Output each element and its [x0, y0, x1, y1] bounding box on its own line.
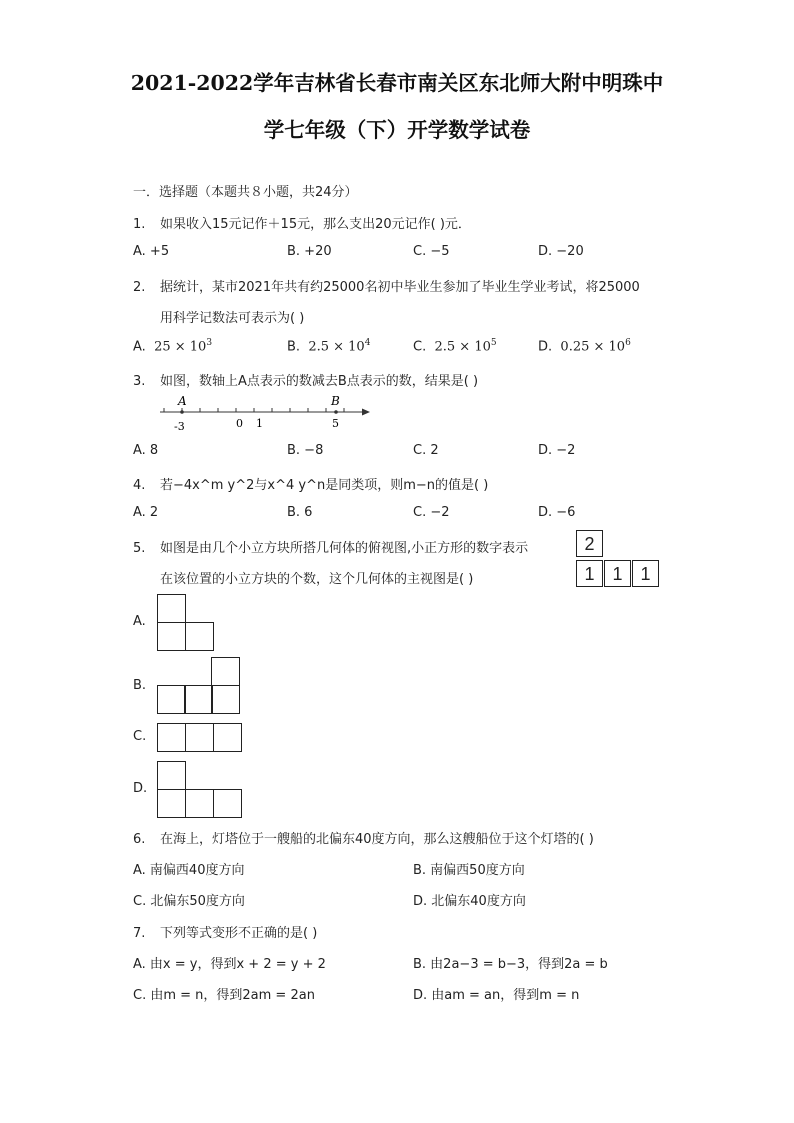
option-base: 25 × 10 — [154, 339, 207, 355]
number-line-ticks — [164, 408, 344, 412]
option-exponent: 4 — [364, 338, 371, 348]
cube-square — [184, 685, 213, 714]
q6-option-c[interactable]: C. 北偏东50度方向 — [133, 894, 245, 909]
cube-square — [157, 685, 186, 714]
question-2 — [133, 276, 640, 295]
question-text: 如果收入15元记作＋15元，那么支出20元记作( )元． — [160, 217, 471, 232]
question-7 — [133, 922, 317, 941]
point-b-marker — [334, 410, 338, 414]
exam-title-line1: 2021-2022学年吉林省长春市南关区东北师大附中明珠中 — [130, 71, 664, 95]
grid-cell-top: 2 — [576, 530, 603, 557]
option-exponent: 5 — [490, 338, 497, 348]
question-text: 下列等式变形不正确的是( ) — [160, 926, 318, 941]
tick-label-neg3: -3 — [174, 420, 185, 433]
question-6 — [133, 828, 594, 847]
q2-option-a[interactable] — [133, 338, 212, 354]
cube-square — [185, 622, 214, 651]
q1-option-b[interactable]: B. +20 — [287, 244, 332, 259]
cube-square — [211, 685, 240, 714]
option-base: 2.5 × 10 — [434, 339, 491, 355]
question-1 — [133, 213, 471, 232]
point-a-marker — [180, 410, 184, 414]
q4-option-b[interactable]: B. 6 — [287, 505, 313, 520]
q3-option-a[interactable]: A. 8 — [133, 443, 159, 458]
number-line-figure — [150, 392, 380, 436]
q2-option-b[interactable] — [287, 338, 370, 354]
q2-option-c[interactable] — [413, 338, 497, 354]
q4-option-a[interactable]: A. 2 — [133, 505, 159, 520]
q5-option-c-label[interactable]: C. — [133, 729, 147, 744]
number-line-arrow — [362, 409, 370, 416]
q6-option-d[interactable]: D. 北偏东40度方向 — [413, 894, 526, 909]
question-4 — [133, 474, 488, 493]
question-text: 如图，数轴上A点表示的数减去B点表示的数，结果是( ) — [160, 374, 479, 389]
q7-option-b[interactable]: B. 由2a−3 = b−3，得到2a = b — [413, 957, 608, 972]
question-5 — [133, 537, 528, 556]
option-exponent: 3 — [206, 338, 213, 348]
q5-option-a-label[interactable]: A. — [133, 614, 146, 629]
tick-label-0: 0 — [236, 417, 243, 430]
q6-option-a[interactable]: A. 南偏西40度方向 — [133, 863, 245, 878]
question-text-line2: 在该位置的小立方块的个数，这个几何体的主视图是( ) — [160, 572, 474, 587]
point-a-label: A — [178, 394, 187, 408]
option-base: 0.25 × 10 — [560, 339, 626, 355]
question-number: 1. — [133, 217, 146, 232]
q6-option-b[interactable]: B. 南偏西50度方向 — [413, 863, 525, 878]
q1-option-c[interactable]: C. −5 — [413, 244, 450, 259]
q5-option-d-label[interactable]: D. — [133, 781, 148, 796]
option-base: 2.5 × 10 — [308, 339, 365, 355]
q7-option-a[interactable]: A. 由x = y，得到x + 2 = y + 2 — [133, 957, 326, 972]
cube-square — [157, 594, 186, 623]
question-number: 5. — [133, 541, 146, 556]
option-label: A. — [133, 339, 146, 355]
question-text-line2: 用科学记数法可表示为( ) — [160, 311, 305, 326]
option-label: B. — [287, 339, 301, 355]
tick-label-1: 1 — [256, 417, 263, 430]
q7-option-d[interactable]: D. 由am = an，得到m = n — [413, 988, 580, 1003]
option-label: D. — [538, 339, 553, 355]
exam-title-line2: 学七年级（下）开学数学试卷 — [263, 118, 531, 142]
question-text: 在海上，灯塔位于一艘船的北偏东40度方向，那么这艘船位于这个灯塔的( ) — [160, 832, 594, 847]
question-number: 2. — [133, 280, 146, 295]
question-number: 7. — [133, 926, 146, 941]
question-text-line1: 如图是由几个小立方块所搭几何体的俯视图,小正方形的数字表示 — [160, 541, 529, 556]
q3-option-b[interactable]: B. −8 — [287, 443, 324, 458]
tick-label-5: 5 — [332, 417, 339, 430]
cube-square — [157, 761, 186, 790]
cube-square — [157, 723, 186, 752]
q4-option-c[interactable]: C. −2 — [413, 505, 450, 520]
q2-option-d[interactable] — [538, 338, 631, 354]
q4-option-d[interactable]: D. −6 — [538, 505, 576, 520]
grid-cell-bottom-3: 1 — [632, 560, 659, 587]
section-heading: 一．选择题（本题共８小题，共24分） — [133, 185, 358, 200]
q3-option-d[interactable]: D. −2 — [538, 443, 576, 458]
grid-cell-bottom-2: 1 — [604, 560, 631, 587]
grid-cell-bottom-1: 1 — [576, 560, 603, 587]
cube-square — [213, 789, 242, 818]
q5-option-b-label[interactable]: B. — [133, 678, 147, 693]
question-number: 3. — [133, 374, 146, 389]
cube-square — [185, 723, 214, 752]
question-text-line1: 据统计，某市2021年共有约25000名初中毕业生参加了毕业生学业考试，将25000 — [160, 280, 640, 295]
q3-option-c[interactable]: C. 2 — [413, 443, 439, 458]
option-exponent: 6 — [625, 338, 631, 348]
cube-square — [211, 657, 240, 686]
q1-option-d[interactable]: D. −20 — [538, 244, 584, 259]
question-number: 6. — [133, 832, 146, 847]
q1-option-a[interactable]: A. +5 — [133, 244, 170, 259]
cube-square — [157, 622, 186, 651]
question-text: 若−4x^m y^2与x^4 y^n是同类项，则m−n的值是( ) — [160, 478, 489, 493]
cube-square — [185, 789, 214, 818]
cube-square — [157, 789, 186, 818]
point-b-label: B — [331, 394, 340, 408]
q7-option-c[interactable]: C. 由m = n，得到2am = 2an — [133, 988, 315, 1003]
option-label: C. — [413, 339, 427, 355]
question-number: 4. — [133, 478, 146, 493]
cube-square — [213, 723, 242, 752]
question-3 — [133, 370, 478, 389]
